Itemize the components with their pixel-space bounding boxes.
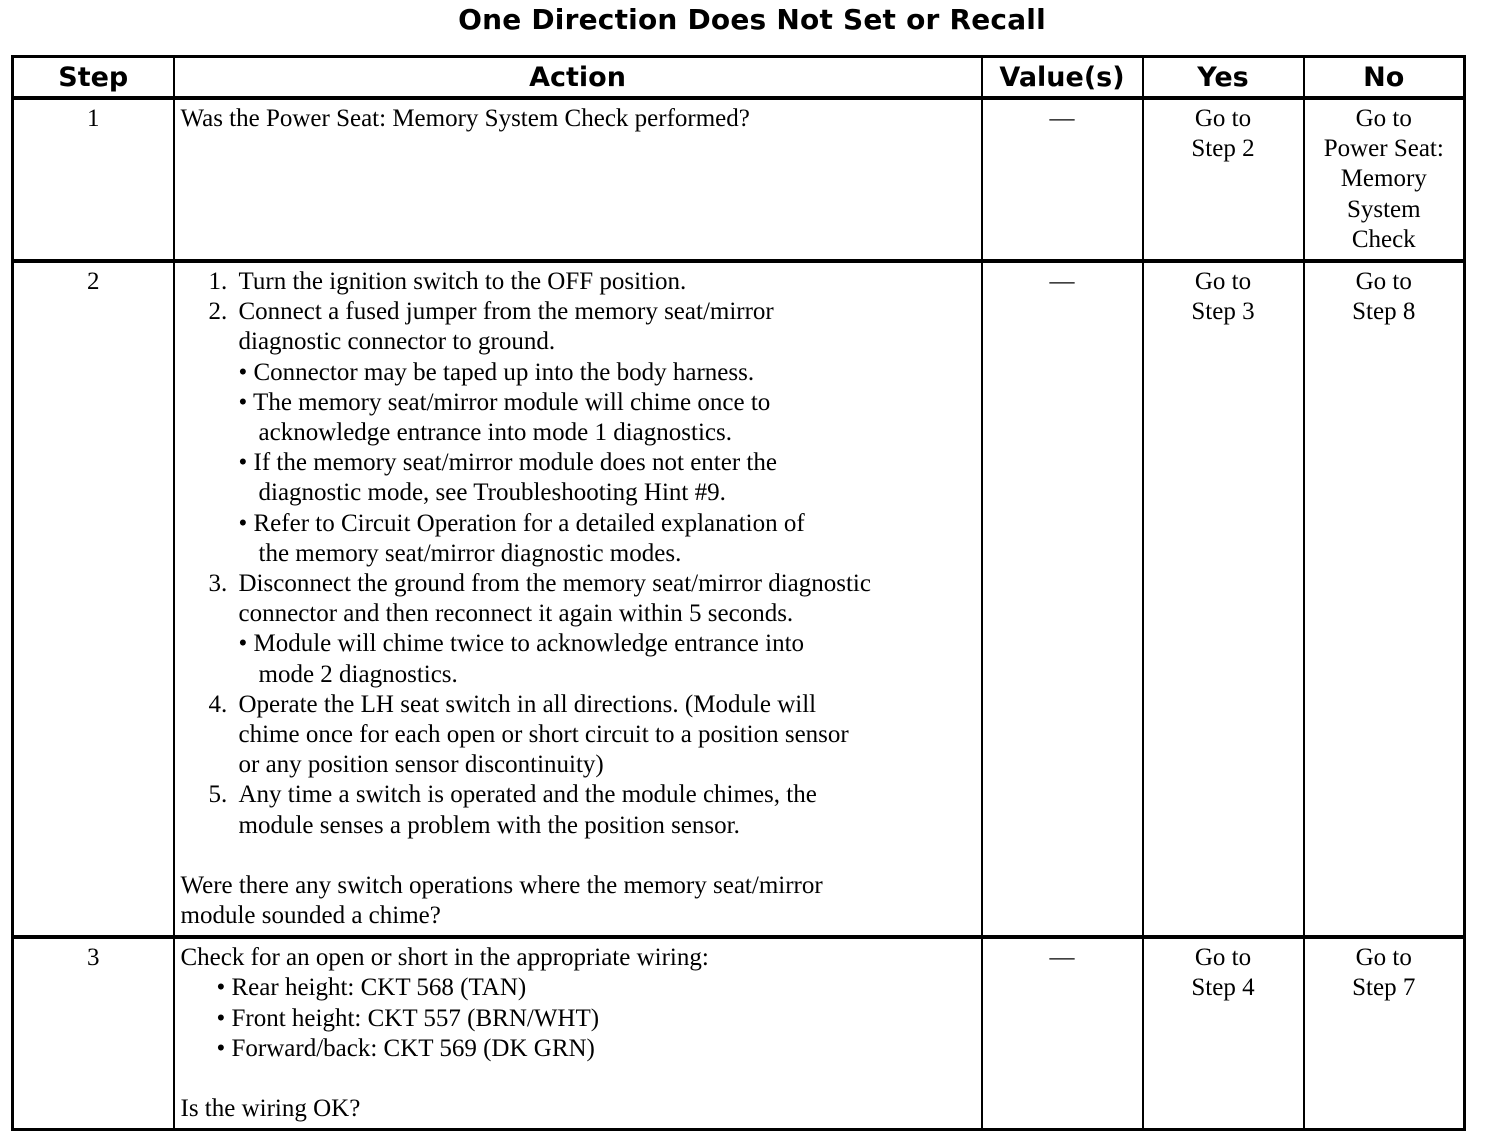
yes-line: Step 3: [1191, 298, 1255, 326]
table-header-row: [13, 57, 1465, 99]
action-item-5: [181, 780, 975, 840]
no-line: Memory: [1340, 165, 1427, 193]
yes-line: Step 2: [1191, 135, 1255, 163]
item-text-continued: module senses a problem with the position sensor.: [238, 811, 740, 839]
item-number: 5.: [208, 781, 228, 809]
value-cell: —: [982, 261, 1143, 937]
spacer: [181, 841, 975, 871]
action-question: Was the Power Seat: Memory System Check performed?: [180, 105, 750, 132]
yes-line: Go to: [1194, 268, 1252, 296]
no-line: Step 8: [1352, 298, 1416, 326]
table-row-step-1: [13, 98, 1465, 261]
step-number: 3: [13, 937, 174, 1130]
item-text-continued: or any position sensor discontinuity): [238, 751, 604, 779]
value-cell: —: [982, 98, 1143, 261]
header-no: No: [1304, 57, 1465, 99]
table-row-step-3: [13, 937, 1465, 1130]
yes-cell: [1143, 261, 1304, 937]
item-text: Disconnect the ground from the memory seat/mirror diagnostic: [238, 570, 871, 598]
bullet-item: • Forward/back: CKT 569 (DK GRN): [216, 1034, 595, 1062]
bullet-item: • Refer to Circuit Operation for a detailed explanation of the memory seat/mirror diagnostic modes.: [238, 509, 805, 567]
value-cell: —: [982, 937, 1143, 1130]
action-intro: Check for an open or short in the appropriate wiring:: [180, 944, 709, 972]
no-line: Go to: [1355, 105, 1412, 132]
bullet-item: • The memory seat/mirror module will chime once to acknowledge entrance into mode 1 diagnostics.: [238, 388, 771, 447]
item-text: Connect a fused jumper from the memory seat/mirror: [238, 298, 774, 326]
item-text-continued: diagnostic connector to ground.: [238, 328, 556, 356]
no-line: Go to: [1355, 268, 1412, 296]
no-cell: [1304, 98, 1465, 261]
step-number: 2: [13, 261, 174, 937]
step-number: 1: [13, 98, 174, 261]
item-text-continued: chime once for each open or short circuit to a position sensor: [238, 721, 849, 749]
item-text: Turn the ignition switch to the OFF position.: [238, 268, 687, 296]
item-number: 1.: [208, 268, 228, 296]
header-action: Action: [174, 57, 982, 99]
no-line: Step 7: [1352, 974, 1416, 1002]
header-values: Value(s): [982, 57, 1143, 99]
item-number: 2.: [208, 298, 228, 326]
bullet-item: • Front height: CKT 557 (BRN/WHT): [216, 1004, 600, 1032]
diagnostic-table: [11, 55, 1466, 1131]
no-line: Check: [1351, 225, 1416, 253]
no-cell: [1304, 261, 1465, 937]
item-text: Any time a switch is operated and the module chimes, the: [238, 781, 817, 809]
item-number: 4.: [208, 690, 228, 718]
item-text-continued: connector and then reconnect it again within 5 seconds.: [238, 600, 794, 628]
action-cell: [174, 261, 982, 937]
yes-line: Step 4: [1191, 974, 1255, 1002]
no-line: System: [1346, 195, 1421, 223]
table-row-step-2: [13, 261, 1465, 937]
page-title: One Direction Does Not Set or Recall: [458, 3, 1046, 36]
action-cell: [174, 937, 982, 1130]
yes-cell: [1143, 937, 1304, 1130]
action-item-4: [181, 690, 975, 781]
no-line: Power Seat:: [1323, 135, 1444, 163]
item-text: Operate the LH seat switch in all directions. (Module will: [238, 690, 817, 718]
header-yes: Yes: [1143, 57, 1304, 99]
action-question: Were there any switch operations where the memory seat/mirror module sounded a chime?: [180, 871, 823, 930]
header-step: Step: [13, 57, 174, 99]
action-item-3: [181, 569, 975, 629]
action-question: Is the wiring OK?: [180, 1095, 361, 1123]
bullet-item: • Module will chime twice to acknowledge entrance into mode 2 diagnostics.: [238, 630, 805, 688]
spacer: [181, 1064, 975, 1094]
no-cell: [1304, 937, 1465, 1130]
bullet-item: • Connector may be taped up into the body harness.: [238, 358, 755, 386]
action-item-1: [181, 267, 975, 297]
yes-line: Go to: [1194, 105, 1252, 132]
bullet-item: • If the memory seat/mirror module does not enter the diagnostic mode, see Troubleshooting Hint #9.: [238, 449, 777, 507]
action-item-2: [181, 297, 975, 357]
bullet-item: • Rear height: CKT 568 (TAN): [216, 974, 527, 1002]
action-cell: [174, 98, 982, 261]
item-number: 3.: [208, 570, 228, 598]
yes-cell: [1143, 98, 1304, 261]
no-line: Go to: [1355, 944, 1412, 972]
yes-line: Go to: [1194, 944, 1252, 972]
